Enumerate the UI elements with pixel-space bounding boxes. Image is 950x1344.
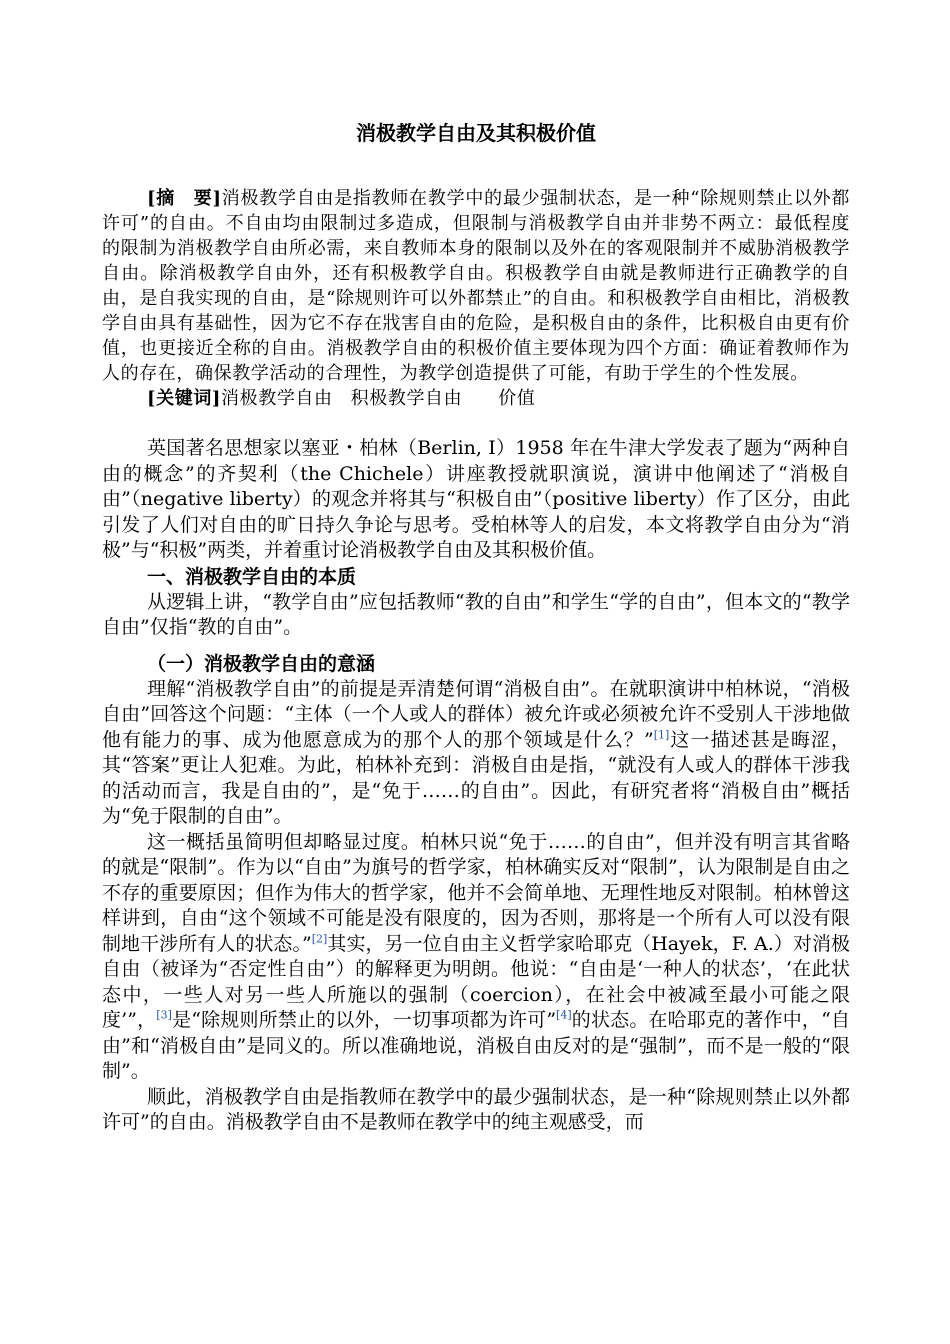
abstract-text: 消极教学自由是指教师在教学中的最少强制状态，是一种“除规则禁止以外都许可”的自由。不自由均由限制过多造成，但限制与消极教学自由并非势不两立：最低程度的限制为消极教学自由所必需，来自教师本身的限制以及外在的客观限制并不威胁消极教学自由。除消极教学自由外，还有积极教学自由。积极教学自由就是教师进行正确教学的自由，是自我实现的自由，是“除规则许可以外都禁止”的自由。和积极教学自由相比，消极教学自由具有基础性，因为它不存在戕害自由的危险，是积极自由的条件，比积极自由更有价值，也更接近全称的自由。消极教学自由的积极价值主要体现为四个方面：确证着教师作为人的存在，确保教学活动的合理性，为教学创造提供了可能，有助于学生的个性发展。 (102, 188, 850, 384)
intro-paragraph: 英国著名思想家以塞亚・柏林（Berlin, I）1958 年在牛津大学发表了题为“两种自由的概念”的齐契利（the Chichele）讲座教授就职演说，演讲中他阐述了“消极自由”（negative liberty）的观念并将其与“积极自由”（positive liberty）作了区分，由此引发了人们对自由的旷日持久争论与思考。受柏林等人的启发，本文将教学自由分为“消极”与“积极”两类，并着重讨论消极教学自由及其积极价值。 (102, 437, 850, 561)
footnote-ref-4[interactable]: [4] (556, 1008, 572, 1022)
abstract (102, 186, 850, 386)
paragraph-text: 的状态。在哈耶克的著作中，“自由”和“消极自由”是同义的。所以准确地说，消极自由反对的是“强制”，而不是一般的“限制”。 (102, 1009, 850, 1082)
footnote-ref-1[interactable]: [1] (653, 728, 670, 742)
paragraph-text: 是“除规则所禁止的以外，一切事项都为许可” (171, 1009, 557, 1031)
section1-paragraph-1: 从逻辑上讲，“教学自由”应包括教师“教的自由”和学生“学的自由”，但本文的“教学自由”仅指“教的自由”。 (102, 590, 850, 638)
subsection1-paragraph-2 (102, 830, 850, 1085)
footnote-ref-2[interactable]: [2] (311, 932, 328, 946)
document-page (102, 118, 850, 1136)
paragraph-text: 理解“消极教学自由”的前提是弄清楚何谓“消极自由”。在就职演讲中柏林说，“消极自由”回答这个问题：“主体（一个人或人的群体）被允许或必须被允许不受别人干涉地做他有能力的事、成为他愿意成为的那个人的那个领域是什么？” (102, 677, 850, 751)
paragraph-text: 这一概括虽简明但却略显过度。柏林只说“免于……的自由”，但并没有明言其省略的就是“限制”。作为以“自由”为旗号的哲学家，柏林确实反对“限制”，认为限制是自由之不存的重要原因；但作为伟大的哲学家，他并不会简单地、无理性地反对限制。柏林曾这样讲到，自由“这个领域不可能是没有限度的，因为否则，那将是一个所有人可以没有限制地干涉所有人的状态。” (102, 830, 850, 955)
keywords-label: [关键词] (147, 388, 222, 409)
section-heading-1: 一、消极教学自由的本质 (147, 565, 357, 588)
keyword-1: 消极教学自由 (221, 388, 333, 409)
paragraph-text: 这一描述甚是晦涩，其“答案”更让人犯难。为此，柏林补充到：消极自由是指，“就没有人或人的群体干涉我的活动而言，我是自由的”，是“免于……的自由”。因此，有研究者将“消极自由”概括为“免于限制的自由”。 (102, 728, 850, 827)
subsection1-paragraph-1 (102, 677, 850, 830)
paragraph-text: 其实，另一位自由主义哲学家哈耶克（Hayek，F. A.）对消极自由（被译为“否定性自由”）的解释更为明朗。他说：“自由是‘一种人的状态’，‘在此状态中，一些人对另一些人所施以的强制（coercion），在社会中被减至最小可能之限度’”， (102, 932, 851, 1031)
footnote-ref-3[interactable]: [3] (156, 1008, 172, 1022)
abstract-label: [摘 要] (147, 188, 222, 209)
keywords (102, 386, 850, 411)
keyword-2: 积极教学自由 (350, 388, 463, 409)
subsection-heading-1: （一）消极教学自由的意涵 (147, 652, 376, 675)
keyword-3: 价值 (498, 388, 536, 409)
page-title: 消极教学自由及其积极价值 (356, 121, 596, 145)
subsection1-paragraph-3: 顺此，消极教学自由是指教师在教学中的最少强制状态，是一种“除规则禁止以外都许可”的自由。消极教学自由不是教师在教学中的纯主观感受，而 (102, 1085, 850, 1133)
